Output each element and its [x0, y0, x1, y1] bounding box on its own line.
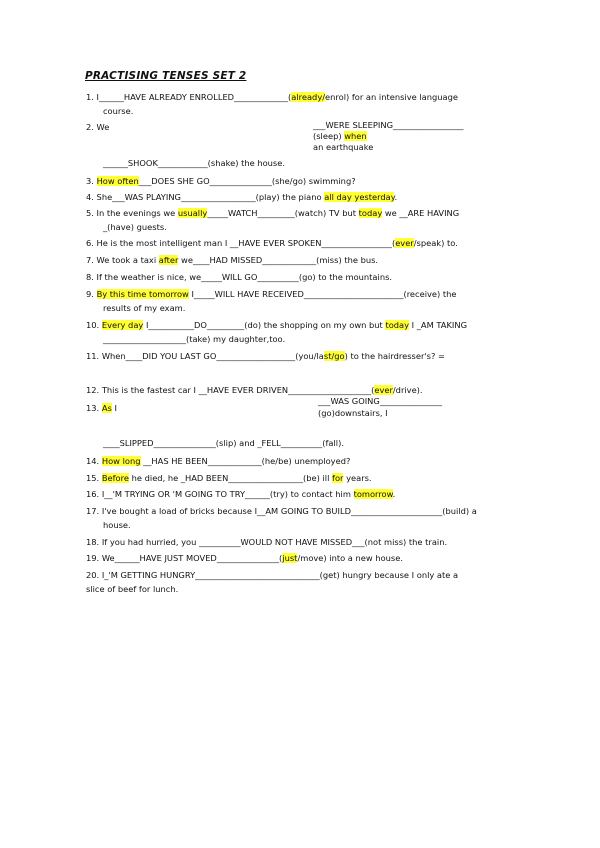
exercise-5-line-1 [86, 208, 459, 219]
highlighted-keyword: already/ [291, 92, 326, 102]
line-text: 20. I_'M GETTING HUNGRY______________________________(get) hungry because I only ate a [86, 570, 459, 580]
exercise-20-line-1 [86, 570, 458, 581]
exercise-2-answer [313, 120, 464, 131]
line-text: 13. [86, 403, 102, 413]
line-text: (sleep) [313, 131, 345, 141]
line-text: ______SHOOK____________(shake) the house. [103, 158, 285, 168]
exercise-8 [86, 272, 392, 283]
line-text: __HAS HE BEEN_____________(he/be) unemployed? [140, 456, 351, 466]
line-text: 2. We [86, 122, 110, 132]
line-text: he died, he _HAD BEEN__________________(be) ill [128, 473, 333, 483]
highlighted-keyword: ever [395, 238, 414, 248]
exercise-14 [86, 456, 350, 467]
exercise-10-line-1 [86, 320, 467, 331]
line-text: enrol) for an intensive language [325, 92, 458, 102]
highlighted-keyword: Before [101, 473, 129, 483]
line-text: results of my exam. [103, 303, 186, 313]
line-text: 9. [86, 289, 97, 299]
exercise-9-line-2 [103, 303, 185, 314]
exercise-15 [86, 473, 372, 484]
exercise-16 [86, 489, 395, 500]
line-text: 18. If you had hurried, you __________WOULD NOT HAVE MISSED___(not miss) the train. [86, 537, 448, 547]
exercise-4 [86, 192, 397, 203]
line-text: /speak) to. [413, 238, 458, 248]
line-text: 11. When____DID YOU LAST GO___________________(you/la [86, 351, 324, 361]
line-text: 1. I______HAVE ALREADY ENROLLED_____________( [86, 92, 292, 102]
line-text: 4. She___WAS PLAYING__________________(play) the piano [86, 192, 325, 202]
highlighted-keyword: today [385, 320, 410, 330]
line-text: ____________________(take) my daughter,too. [103, 334, 286, 344]
exercise-13-line-1 [86, 403, 117, 414]
exercise-2-line-2 [103, 158, 285, 169]
exercise-2-cont [313, 142, 373, 153]
exercise-17-line-2 [103, 520, 131, 531]
exercise-20-line-2 [86, 584, 178, 595]
highlighted-keyword: all day yesterday [324, 192, 395, 202]
line-text: 17. I've bought a load of bricks because I__AM GOING TO BUILD______________________(build) a [86, 506, 477, 516]
exercise-19 [86, 553, 403, 564]
line-text: course. [103, 106, 134, 116]
line-text: 7. We took a taxi [86, 255, 159, 265]
exercise-18 [86, 537, 447, 548]
exercise-7 [86, 255, 378, 266]
highlighted-keyword: How long [101, 456, 141, 466]
line-text: I [111, 403, 117, 413]
exercise-13-line-2 [103, 438, 344, 449]
highlighted-keyword: just [282, 553, 298, 563]
line-text: 6. He is the most intelligent man I __HAVE EVER SPOKEN_________________( [86, 238, 396, 248]
line-text: ____SLIPPED_______________(slip) and _FELL__________(fall). [103, 438, 344, 448]
highlighted-keyword: How often [96, 176, 139, 186]
line-text: _____WATCH_________(watch) TV but [207, 208, 359, 218]
line-text: slice of beef for lunch. [86, 584, 179, 594]
line-text: ___WAS GOING_______________ [318, 396, 443, 406]
exercise-1-line-1 [86, 92, 458, 103]
exercise-6 [86, 238, 458, 249]
line-text: house. [103, 520, 131, 530]
highlighted-keyword: Every day [101, 320, 144, 330]
exercise-2-line-1 [86, 122, 109, 133]
line-text: ___DOES SHE GO_______________(she/go) swimming? [138, 176, 356, 186]
line-text: _(have) guests. [103, 222, 167, 232]
highlighted-keyword: usually [177, 208, 208, 218]
highlighted-keyword: As [101, 403, 112, 413]
line-text: 14. [86, 456, 102, 466]
line-text: 5. In the evenings we [86, 208, 178, 218]
exercise-13-hint [318, 408, 388, 419]
line-text: 19. We______HAVE JUST MOVED_______________( [86, 553, 283, 563]
line-text: ) to the hairdresser's? = [344, 351, 445, 361]
line-text: 8. If the weather is nice, we_____WILL GO__________(go) to the mountains. [86, 272, 393, 282]
exercise-12 [86, 385, 423, 396]
line-text: 3. [86, 176, 97, 186]
exercise-9-line-1 [86, 289, 457, 300]
line-text: an earthquake [313, 142, 374, 152]
line-text: . [392, 489, 396, 499]
page-title: PRACTISING TENSES SET 2 [85, 70, 247, 82]
exercise-5-line-2 [103, 222, 167, 233]
line-text: I___________DO_________(do) the shopping on my own but [143, 320, 386, 330]
highlighted-keyword: ever [374, 385, 393, 395]
line-text: I_____WILL HAVE RECEIVED________________________(receive) the [188, 289, 457, 299]
highlighted-keyword: for [332, 473, 344, 483]
line-text: (go)downstairs, I [318, 408, 388, 418]
exercise-17-line-1 [86, 506, 477, 517]
line-text: years. [343, 473, 372, 483]
line-text: . [394, 192, 398, 202]
exercise-2-hint [313, 131, 367, 142]
highlighted-keyword: st/go [323, 351, 345, 361]
highlighted-keyword: By this time tomorrow [96, 289, 189, 299]
highlighted-keyword: today [358, 208, 383, 218]
line-text: /move) into a new house. [297, 553, 403, 563]
exercise-11 [86, 351, 445, 362]
line-text: 15. [86, 473, 102, 483]
exercise-10-line-2 [103, 334, 285, 345]
line-text: we____HAD MISSED_____________(miss) the bus. [178, 255, 379, 265]
line-text: I _AM TAKING [409, 320, 468, 330]
line-text: /drive). [392, 385, 423, 395]
line-text: 10. [86, 320, 102, 330]
highlighted-keyword: tomorrow [353, 489, 393, 499]
exercise-13-answer [318, 396, 442, 407]
line-text: 16. I__'M TRYING OR 'M GOING TO TRY______(try) to contact him [86, 489, 354, 499]
highlighted-keyword: when [344, 131, 367, 141]
line-text: 12. This is the fastest car I __HAVE EVER DRIVEN____________________( [86, 385, 375, 395]
exercise-3 [86, 176, 356, 187]
line-text: ___WERE SLEEPING_________________ [313, 120, 464, 130]
line-text: we __ARE HAVING [382, 208, 460, 218]
exercise-1-line-2 [103, 106, 133, 117]
highlighted-keyword: after [158, 255, 179, 265]
